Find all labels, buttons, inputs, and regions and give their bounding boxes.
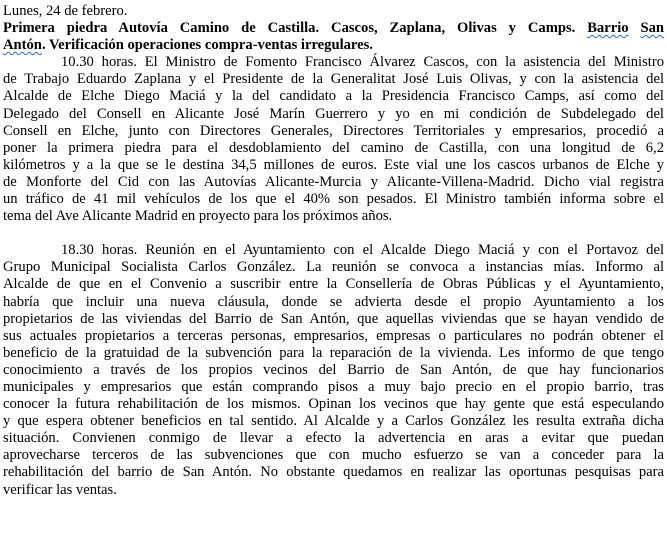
heading-text: Primera piedra Autovía Camino de Castilla. Cascos, Zaplana, Olivas y Camps. xyxy=(3,20,588,37)
date-line: Lunes, 24 de febrero. xyxy=(3,3,128,19)
paragraph-line: 10.30 horas. El Ministro de Fomento Francisco Álvarez Cascos, con la asistencia del Ministro xyxy=(61,54,664,71)
paragraph-line: tema del Ave Alicante Madrid en proyecto para los próximos años. xyxy=(3,208,393,225)
paragraph-line: de Trabajo Eduardo Zaplana y el Presidente de la Generalitat José Luis Olivas, y con la asistencia del xyxy=(3,71,664,88)
paragraph-line: habría que incluir una nueva cláusula, donde se advierta desde el propio Ayuntamiento a los xyxy=(3,293,664,310)
paragraph-line: Consell en Elche, junto con Directores Generales, Directores Territoriales y empresarios, procedió a xyxy=(3,122,664,139)
paragraph-line: Alcalde de que en el Convenio a suscribir entre la Consellería de Obras Públicas y el Ayuntamiento, xyxy=(3,276,664,293)
paragraph-line: aprovecharse terceros de las subvenciones que con mucho esfuerzo se van a conceder para la xyxy=(3,447,664,464)
spellcheck-flag[interactable]: Barrio xyxy=(587,20,629,37)
paragraph-line: Grupo Municipal Socialista Carlos González. La reunión se convoca a instancias mías. Informo al xyxy=(3,259,664,276)
heading-line-1 xyxy=(3,20,664,37)
paragraph-line: poner la primera piedra para el desdoblamiento del camino de Castilla, con una longitud de 6,2 xyxy=(3,139,664,156)
paragraph-line: conocer la futura rehabilitación de los mismos. Opinan los vecinos que hay gente que está especulando xyxy=(3,396,664,413)
spellcheck-flag[interactable]: San xyxy=(640,20,664,37)
paragraph-line: kilómetros y a la que se le destina 34,5 millones de euros. Este vial une los cascos urbanos de Elche y xyxy=(3,156,664,173)
paragraph-line: propietarios de las viviendas del Barrio de San Antón, que aquellas viviendas que se hayan vendido de xyxy=(3,310,664,327)
paragraph-1 xyxy=(3,54,664,225)
spellcheck-flag[interactable]: Antón xyxy=(3,37,42,54)
heading xyxy=(3,20,664,54)
paragraph-line: 18.30 horas. Reunión en el Ayuntamiento con el Alcalde Diego Maciá y con el Portavoz del xyxy=(61,242,664,259)
heading-line-2 xyxy=(3,37,664,54)
paragraph-line: y que espera obtener beneficios en tal sentido. Al Alcalde y a Carlos González les resulta extraña dicha xyxy=(3,413,664,430)
paragraph-line: sus actuales propietarios a terceras personas, empresarios, empresas o particulares no podrán obtener el xyxy=(3,327,664,344)
paragraph-line: beneficio de la gratuidad de la subvención para la reparación de la vivienda. Les informo de que tengo xyxy=(3,344,664,361)
paragraph-2 xyxy=(3,242,664,498)
paragraph-line: rehabilitación del barrio de San Antón. No obstante quedamos en realizar las oportunas pesquisas para xyxy=(3,464,664,481)
paragraph-spacer xyxy=(3,225,664,242)
paragraph-line: conocimiento a través de los propios vecinos del Barrio de San Antón, de que hay funcionarios xyxy=(3,361,664,378)
paragraph-line: un tráfico de 41 mil vehículos de los que el 40% son pesados. El Ministro también informa sobre el xyxy=(3,191,664,208)
paragraph-line: Alcalde de Elche Diego Maciá y la del candidato a la Presidencia Francisco Camps, así como del xyxy=(3,88,664,105)
heading-text: . Verificación operaciones compra-ventas irregulares. xyxy=(41,37,373,54)
paragraph-line: situación. Convienen conmigo de llevar a efecto la advertencia en aras a evitar que puedan xyxy=(3,430,664,447)
paragraph-line: verificar las ventas. xyxy=(3,481,117,498)
paragraph-line: municipales y empresarios que están comprando pisos a muy bajo precio en el propio barrio, tras xyxy=(3,378,664,395)
heading-space xyxy=(629,20,641,36)
paragraph-line: de Monforte del Cid con las Autovías Alicante-Murcia y Alicante-Villena-Madrid. Dicho vial registra xyxy=(3,173,664,190)
paragraph-line: Delegado del Consell en Alicante José Marín Guerrero y yo en mi condición de Subdelegado del xyxy=(3,105,664,122)
